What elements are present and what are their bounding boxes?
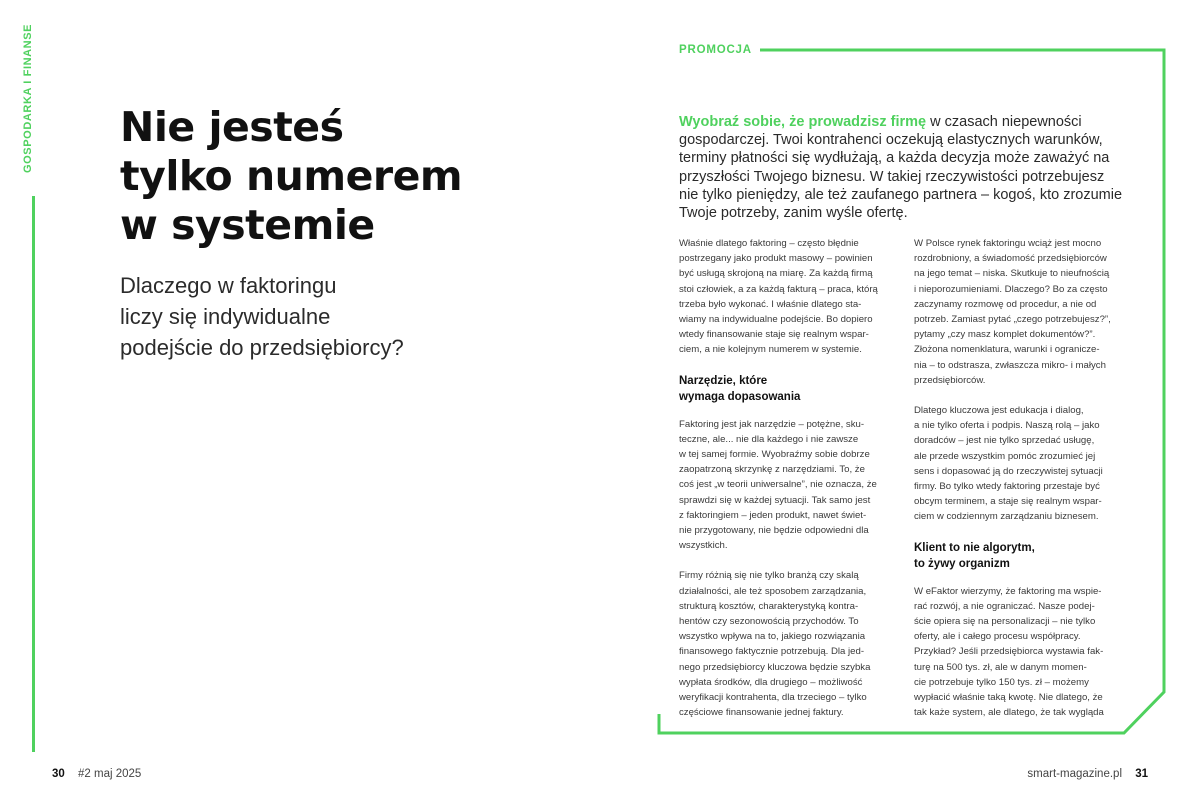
- headline-line: w systemie: [120, 201, 375, 249]
- article-headline: [120, 103, 462, 250]
- section-heading: [914, 540, 1122, 572]
- paragraph: [914, 236, 1122, 388]
- text-line: hentów czy sezonowością przychodów. To: [679, 616, 859, 628]
- text-line: wymaga dopasowania: [679, 390, 801, 403]
- text-line: Przykład? Jeśli przedsiębiorca wystawia fak-: [914, 646, 1104, 658]
- issue-label: #2 maj 2025: [78, 768, 142, 780]
- text-line: przedsiębiorców.: [914, 374, 986, 386]
- text-line: coś jest „w teorii uniwersalne”, nie oznacza, że: [679, 479, 877, 491]
- text-line: nego przedsiębiorcy kluczowa będzie szybka: [679, 661, 871, 673]
- paragraph: [914, 403, 1122, 525]
- paragraph: [679, 417, 887, 554]
- subhead-line: Dlaczego w faktoringu: [120, 273, 337, 298]
- intro-line: terminy płatności się wydłużają, a każda decyzja może zaważyć na: [679, 150, 1110, 167]
- text-line: na jego temat – niska. Skutkuje to nieufnością: [914, 268, 1110, 280]
- text-line: teczne, ale... nie dla każdego i nie zawsze: [679, 433, 859, 445]
- subhead-line: liczy się indywidualne: [120, 304, 331, 329]
- text-line: Firmy różnią się nie tylko branżą czy skalą: [679, 570, 859, 582]
- text-line: nie przygotowany, nie będzie odpowiedni dla: [679, 525, 869, 537]
- article-subhead: [120, 270, 404, 363]
- subhead-line: podejście do przedsiębiorcy?: [120, 335, 404, 360]
- text-line: firmy. Bo tylko wtedy faktoring przestaje być: [914, 481, 1100, 493]
- text-line: z faktoringiem – jeden produkt, nawet świet-: [679, 509, 867, 521]
- text-line: w tej samej formie. Wyobraźmy sobie dobrze: [679, 449, 870, 461]
- text-line: częściowe finansowanie jednej faktury.: [679, 707, 844, 719]
- text-line: zaopatrzoną skrzynkę z narzędziami. To, że: [679, 464, 865, 476]
- text-line: wszystko wpływa na to, jakiego rozwiązania: [679, 631, 866, 643]
- text-line: rać rozwój, a nie ograniczać. Nasze podej-: [914, 600, 1095, 612]
- text-line: wszystkich.: [679, 540, 728, 552]
- text-line: W eFaktor wierzymy, że faktoring ma wspie-: [914, 585, 1102, 597]
- intro-first-rest: w czasach niepewności: [926, 114, 1082, 130]
- text-line: turę na 500 tys. zł, ale w danym momen-: [914, 661, 1087, 673]
- headline-line: Nie jesteś: [120, 103, 344, 151]
- section-heading: [679, 373, 887, 405]
- text-line: trzeba było wykonać. I właśnie dlatego sta-: [679, 298, 862, 310]
- text-column-2: [914, 236, 1122, 735]
- text-line: Narzędzie, które: [679, 374, 768, 387]
- text-line: wiamy na indywidualne podejście. Bo dopiero: [679, 314, 873, 326]
- text-line: ście opiera się na personalizacji – nie tylko: [914, 616, 1096, 628]
- intro-paragraph: [679, 113, 1141, 222]
- intro-line: przyszłości Twojego biznesu. W takiej rzeczywistości potrzebujesz: [679, 168, 1105, 185]
- text-line: Klient to nie algorytm,: [914, 541, 1035, 554]
- text-line: Złożona nomenklatura, warunki i ogranicze-: [914, 344, 1100, 356]
- text-line: Dlatego kluczowa jest edukacja i dialog,: [914, 405, 1084, 417]
- text-line: obcym terminem, a staje się realnym wspar-: [914, 496, 1102, 508]
- intro-line: gospodarczej. Twoi kontrahenci oczekują elastycznych warunków,: [679, 132, 1103, 149]
- text-line: cie potrzebuje tylko 150 tys. zł – możemy: [914, 676, 1089, 688]
- text-line: sens i dopasować ją do rzeczywistej sytuacji: [914, 465, 1103, 477]
- text-line: potrzeb. Zamiast pytać „czego potrzebujesz?”,: [914, 314, 1111, 326]
- text-line: działalności, ale też sposobem zarządzania,: [679, 585, 867, 597]
- text-line: Właśnie dlatego faktoring – często błędnie: [679, 238, 859, 249]
- intro-highlight: Wyobraź sobie, że prowadzisz firmę: [679, 114, 927, 130]
- text-line: postrzegany jako produkt masowy – powinien: [679, 253, 873, 265]
- page-number-left: 30: [52, 768, 65, 780]
- text-line: ciem w codziennym zarządzaniu biznesem.: [914, 511, 1099, 523]
- text-line: i nieporozumieniami. Dlaczego? Bo za często: [914, 283, 1108, 295]
- promo-label: PROMOCJA: [679, 44, 752, 56]
- text-line: pytamy „czy masz komplet dokumentów?”.: [914, 329, 1096, 341]
- text-line: zaczynamy rozmowę od procedur, a nie od: [914, 298, 1097, 310]
- text-line: to żywy organizm: [914, 557, 1010, 570]
- headline-line: tylko numerem: [120, 152, 463, 200]
- page-number-right: 31: [1135, 768, 1148, 780]
- footer-right: [1027, 768, 1148, 780]
- text-line: W Polsce rynek faktoringu wciąż jest mocno: [914, 238, 1102, 249]
- text-line: weryfikacji kontrahenta, dla trzeciego – tylko: [679, 692, 867, 704]
- paragraph: [679, 236, 887, 358]
- site-url: smart-magazine.pl: [1027, 768, 1122, 780]
- text-line: być usługą skrojoną na miarę. Za każdą firmą: [679, 268, 873, 280]
- text-line: wypłata środków, dla drugiego – możliwość: [679, 676, 863, 688]
- paragraph: [914, 584, 1122, 721]
- text-line: strukturą kosztów, charakterystyką kontra-: [679, 600, 859, 612]
- paragraph: [679, 568, 887, 720]
- text-line: ale przede wszystkim pomóc zrozumieć jej: [914, 450, 1096, 462]
- text-line: a nie tylko oferta i podpis. Naszą rolą – jako: [914, 420, 1100, 432]
- text-line: oferty, ale i całego procesu współpracy.: [914, 631, 1081, 643]
- text-line: nia – to odstrasza, zwłaszcza mikro- i małych: [914, 359, 1106, 371]
- section-label: GOSPODARKA I FINANSE: [22, 24, 34, 174]
- text-line: rozdrobniony, a świadomość przedsiębiorców: [914, 253, 1107, 265]
- text-line: Faktoring jest jak narzędzie – potężne, sku-: [679, 418, 865, 430]
- text-line: ciem, a nie kolejnym numerem w systemie.: [679, 344, 862, 356]
- left-accent-line: [32, 196, 35, 752]
- text-line: wypłacić właśnie taką kwotę. Nie dlatego, że: [914, 692, 1103, 704]
- text-line: sprawdzi się w każdej sytuacji. Tak samo jest: [679, 494, 871, 506]
- intro-line: nie tylko pieniędzy, ale też zaufanego partnera – kogoś, kto zrozumie: [679, 186, 1123, 203]
- text-line: doradców – jest nie tylko sprzedać usługę,: [914, 435, 1095, 447]
- text-line: tak każe system, ale dlatego, że tak wygląda: [914, 707, 1104, 719]
- intro-line: [679, 113, 1141, 131]
- text-line: stoi człowiek, a za każdą fakturą – praca, którą: [679, 283, 878, 295]
- footer-left: [52, 768, 141, 780]
- text-line: finansowego faktycznie potrzebują. Dla jed-: [679, 646, 865, 658]
- text-line: wtedy finansowanie staje się realnym wspar-: [679, 329, 869, 341]
- intro-line: Twoje potrzeby, zanim wyśle ofertę.: [679, 205, 908, 222]
- text-column-1: [679, 236, 887, 735]
